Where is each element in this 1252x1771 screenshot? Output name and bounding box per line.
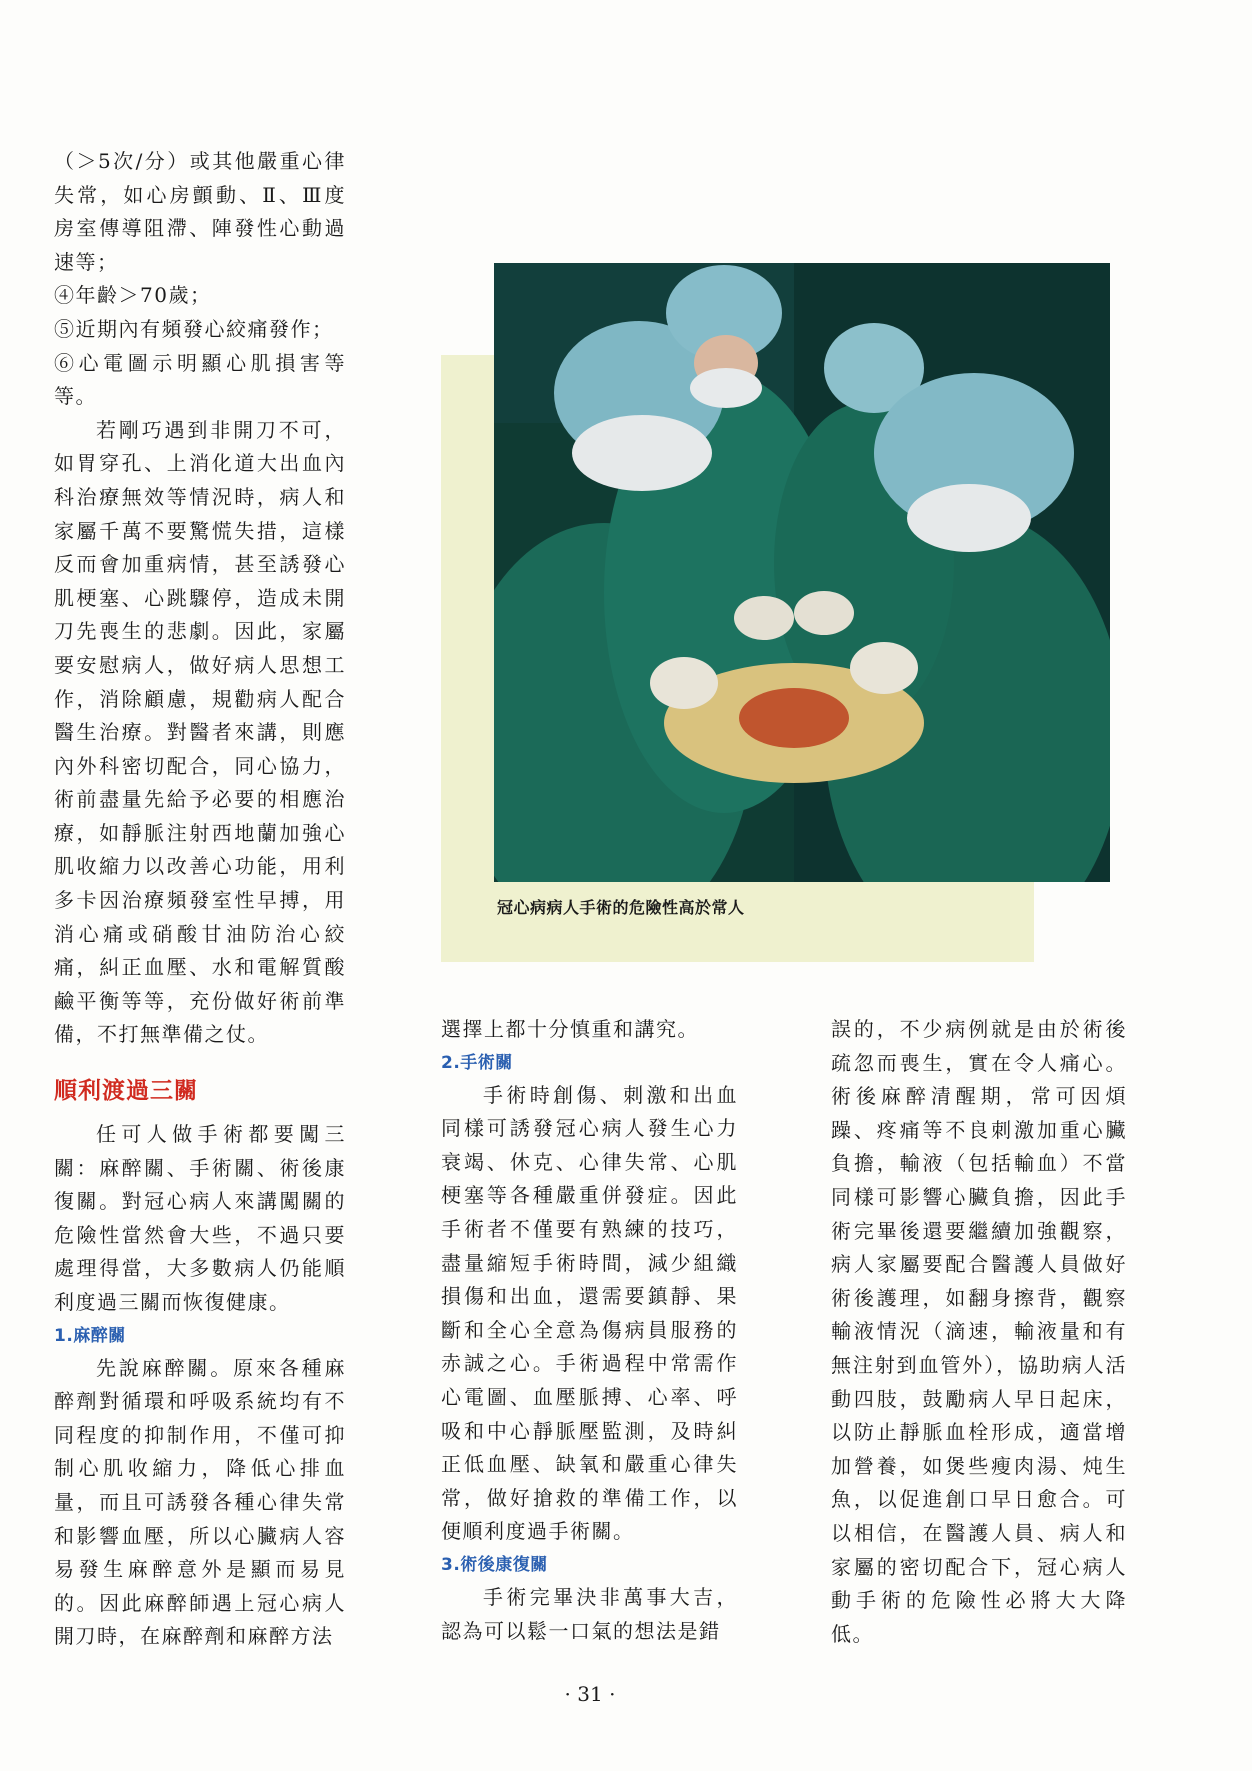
- surgery-photo: [494, 263, 1110, 882]
- body-paragraph: 若剛巧遇到非開刀不可，如胃穿孔、上消化道大出血內科治療無效等情況時，病人和家屬千萬不要驚慌失措，這樣反而會加重病情，甚至誘發心肌梗塞、心跳驟停，造成未開刀先喪生的悲劇。因此，家屬要安慰病人，做好病人思想工作，消除顧慮，規勸病人配合醫生治療。對醫者來講，則應內外科密切配合，同心協力，術前盡量先給予必要的相應治療，如靜脈注射西地蘭加強心肌收縮力以改善心功能，用利多卡因治療頻發室性早搏，用消心痛或硝酸甘油防治心絞痛，糾正血壓、水和電解質酸鹼平衡等等，充份做好術前準備，不打無準備之仗。: [54, 417, 346, 1047]
- list-line: ⑥心電圖示明顯心肌損害等等。: [54, 350, 346, 409]
- text-column-2: [441, 1013, 738, 1648]
- list-line: ④年齡＞70歲；: [54, 283, 212, 308]
- surgery-photo-illustration: [494, 263, 1110, 882]
- recovery-paragraph: 手術完畢決非萬事大吉，認為可以鬆一口氣的想法是錯: [441, 1584, 738, 1643]
- section-intro-paragraph: 任可人做手術都要闖三關：麻醉關、手術關、術後康復關。對冠心病人來講闖關的危險性當然會大些，不過只要處理得當，大多數病人仍能順利度過三關而恢復健康。: [54, 1122, 346, 1314]
- text-column-3: [831, 1013, 1127, 1651]
- recovery-continuation-paragraph: 誤的，不少病例就是由於術後疏忽而喪生，實在令人痛心。術後麻醉清醒期，常可因煩躁、疼痛等不良刺激加重心臟負擔，輸液（包括輸血）不當同樣可影響心臟負擔，因此手術完畢後還要繼續加強觀察，病人家屬要配合醫護人員做好術後護理，如翻身擦背，觀察輸液情況（滴速，輸液量和有無注射到血管外），協助病人活動四肢，鼓勵病人早日起床，以防止靜脈血栓形成，適當增加營養，如煲些瘦肉湯、炖生魚，以促進創口早日愈合。可以相信，在醫護人員、病人和家屬的密切配合下，冠心病人動手術的危險性必將大大降低。: [831, 1017, 1127, 1646]
- surgery-paragraph: 手術時創傷、刺激和出血同樣可誘發冠心病人發生心力衰竭、休克、心律失常、心肌梗塞等各種嚴重併發症。因此手術者不僅要有熟練的技巧，盡量縮短手術時間，減少組織損傷和出血，還需要鎮靜、果斷和全心全意為傷病員服務的赤誠之心。手術過程中常需作心電圖、血壓脈搏、心率、呼吸和中心靜脈壓監測，及時糾正低血壓、缺氧和嚴重心律失常，做好搶救的準備工作，以便順利度過手術關。: [441, 1082, 738, 1544]
- text-column-1: [54, 145, 346, 1654]
- page-number: · 31 ·: [564, 1682, 616, 1706]
- list-line: ⑤近期內有頻發心絞痛發作；: [54, 316, 334, 341]
- list-line: （＞5次/分）或其他嚴重心律失常，如心房顫動、Ⅱ、Ⅲ度房室傳導阻滯、陣發性心動過速等；: [54, 149, 346, 274]
- continuation-line: 選擇上都十分慎重和講究。: [441, 1017, 699, 1041]
- photo-caption: 冠心病病人手術的危險性高於常人: [497, 898, 745, 917]
- section-heading: 順利渡過三關: [54, 1078, 198, 1105]
- subheading-recovery: 3.術後康復關: [441, 1554, 548, 1575]
- subheading-anesthesia: 1.麻醉關: [54, 1325, 126, 1346]
- anesthesia-paragraph: 先說麻醉關。原來各種麻醉劑對循環和呼吸系統均有不同程度的抑制作用，不僅可抑制心肌收縮力，降低心排血量，而且可誘發各種心律失常和影響血壓，所以心臟病人容易發生麻醉意外是顯而易見的。因此麻醉師遇上冠心病人開刀時，在麻醉劑和麻醉方法: [54, 1355, 346, 1649]
- subheading-surgery: 2.手術關: [441, 1052, 513, 1073]
